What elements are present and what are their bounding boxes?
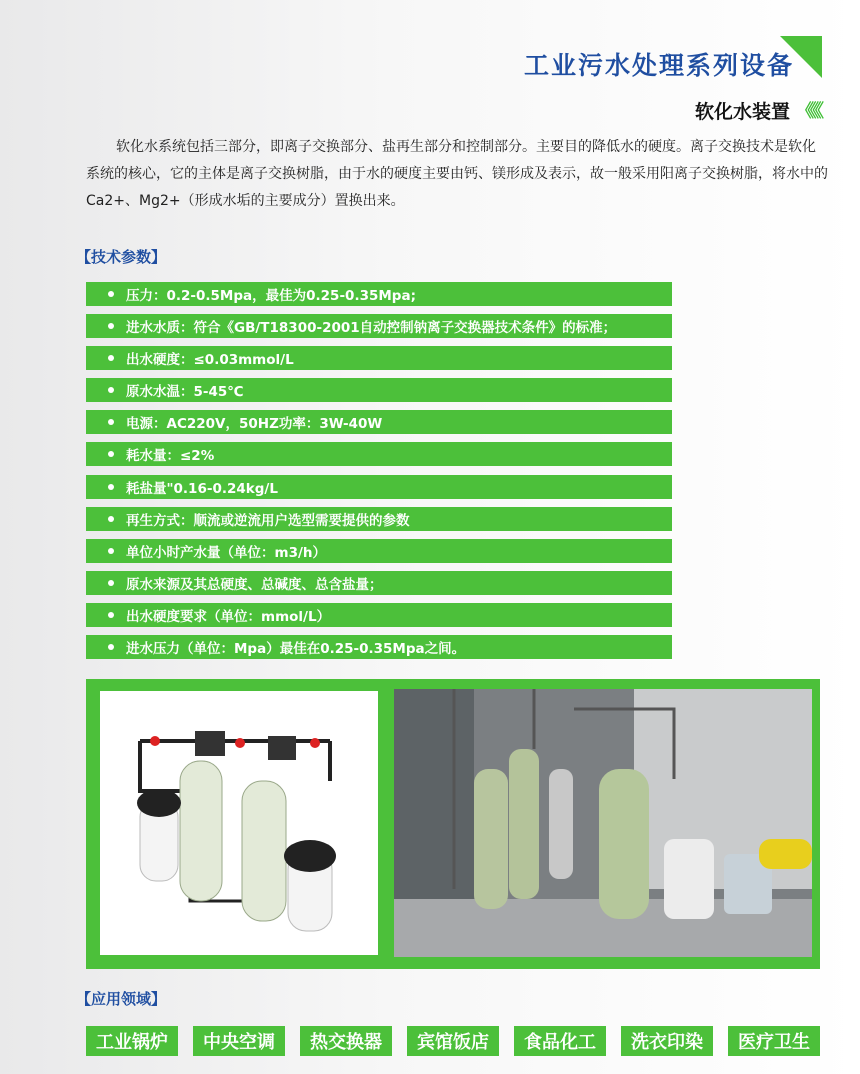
bullet-icon [108, 451, 114, 457]
application-tag: 洗衣印染 [621, 1026, 713, 1056]
equipment-room-photo [394, 689, 812, 957]
param-item [86, 603, 672, 627]
param-text: 耗盐量"0.16-0.24kg/L [126, 480, 278, 497]
param-item [86, 539, 672, 563]
param-item [86, 378, 672, 402]
application-tag: 热交换器 [300, 1026, 392, 1056]
chevron-icon: 《《《 [796, 101, 820, 122]
application-tag: 工业锅炉 [86, 1026, 178, 1056]
param-text: 进水压力（单位：Mpa）最佳在0.25-0.35Mpa之间。 [126, 641, 466, 658]
bullet-icon [108, 612, 114, 618]
param-item [86, 571, 672, 595]
bullet-icon [108, 484, 114, 490]
application-tag: 宾馆饭店 [407, 1026, 499, 1056]
param-text: 进水水质：符合《GB/T18300-2001自动控制钠离子交换器技术条件》的标准； [126, 320, 617, 337]
param-item [86, 346, 672, 370]
param-item [86, 282, 672, 306]
bullet-icon [108, 419, 114, 425]
applications-list [86, 1026, 820, 1056]
bullet-icon [108, 580, 114, 586]
param-item [86, 635, 672, 659]
params-list [86, 282, 672, 667]
application-tag: 食品化工 [514, 1026, 606, 1056]
param-text: 原水来源及其总硬度、总碱度、总含盐量； [126, 576, 383, 593]
param-item [86, 314, 672, 338]
softener-diagram-image [100, 691, 378, 955]
application-tag: 医疗卫生 [728, 1026, 820, 1056]
param-item [86, 475, 672, 499]
tech-params-heading: 【技术参数】 [76, 248, 167, 266]
applications-heading: 【应用领域】 [76, 990, 167, 1008]
param-text: 压力：0.2-0.5Mpa，最佳为0.25-0.35Mpa; [126, 288, 416, 304]
bullet-icon [108, 355, 114, 361]
equipment-room-illustration [394, 689, 812, 957]
param-text: 电源：AC220V，50HZ功率：3W-40W [126, 416, 383, 433]
bullet-icon [108, 291, 114, 297]
param-item [86, 442, 672, 466]
bullet-icon [108, 387, 114, 393]
bullet-icon [108, 516, 114, 522]
param-text: 出水硬度：≤0.03mmol/L [126, 352, 294, 369]
param-item [86, 507, 672, 531]
bullet-icon [108, 548, 114, 554]
application-tag: 中央空调 [193, 1026, 285, 1056]
intro-paragraph: 软化水系统包括三部分，即离子交换部分、盐再生部分和控制部分。主要目的降低水的硬度。离子交换技术是软化系统的核心，它的主体是离子交换树脂，由于水的硬度主要由钙、镁形成及表示，故一般采用阳离子交换树脂，将水中的Ca2+、Mg2+（形成水垢的主要成分）置换出来。 [86, 139, 828, 209]
param-text: 出水硬度要求（单位：mmol/L） [126, 608, 331, 625]
param-item [86, 410, 672, 434]
bullet-icon [108, 323, 114, 329]
page-title: 工业污水处理系列设备 [523, 51, 794, 80]
softener-diagram-illustration [100, 691, 378, 955]
param-text: 耗水量：≤2% [126, 448, 215, 465]
param-text: 再生方式：顺流或逆流用户选型需要提供的参数 [126, 512, 410, 529]
param-text: 单位小时产水量（单位：m3/h） [126, 544, 327, 561]
bullet-icon [108, 644, 114, 650]
param-text: 原水水温：5-45℃ [126, 384, 244, 401]
product-photo-frame [86, 679, 820, 969]
product-title: 软化水装置 [694, 101, 790, 123]
